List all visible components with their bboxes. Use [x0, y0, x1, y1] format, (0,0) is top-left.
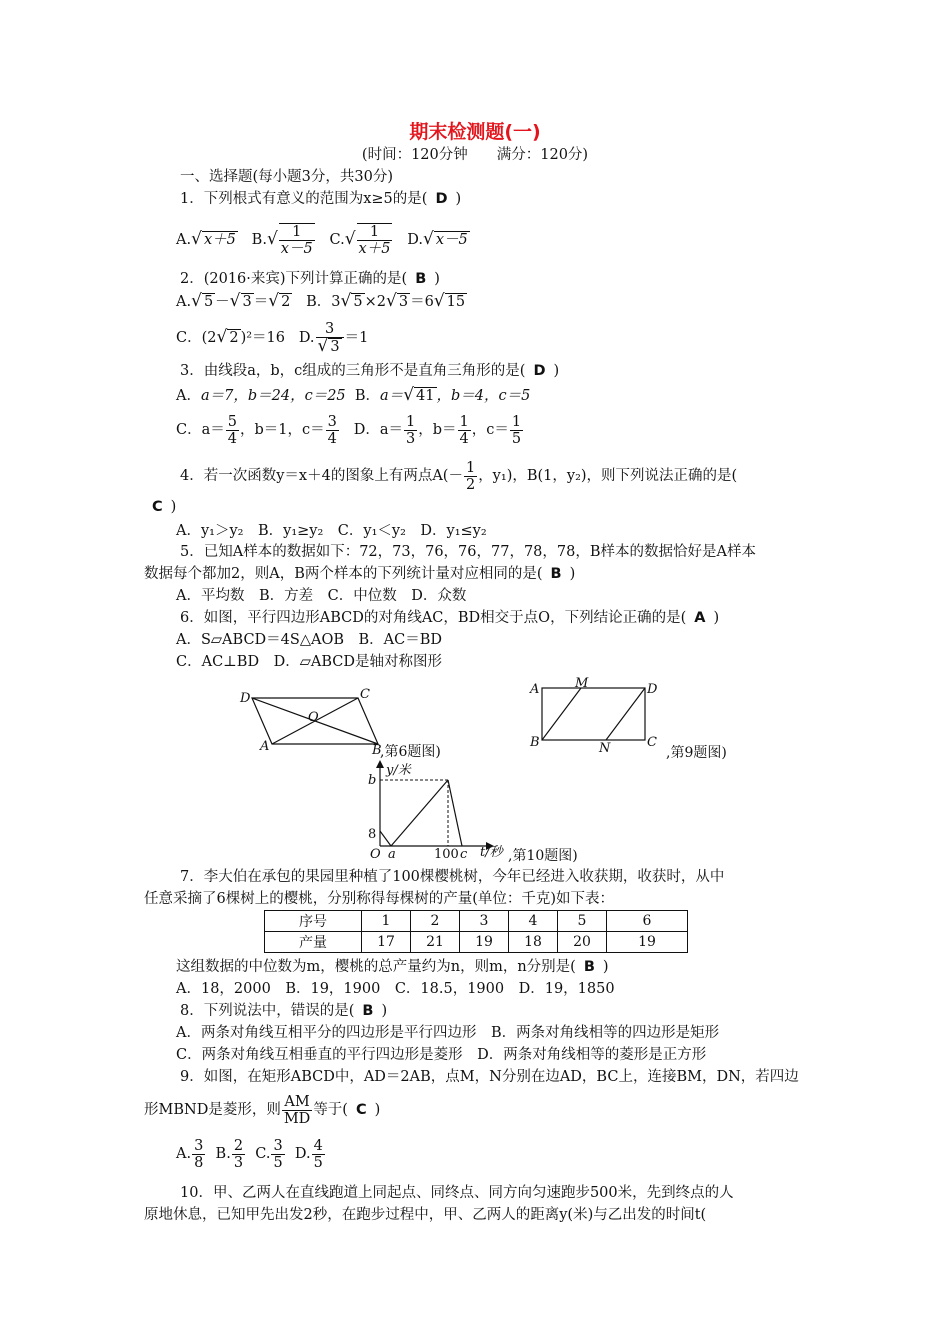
question-5-line-2: 数据每个都加2，则A，B两个样本的下列统计量对应相同的是( B ) [144, 566, 576, 582]
fig9-label-a: A [530, 682, 540, 697]
fig9-label-n: N [599, 741, 611, 756]
answer-8: B [362, 1003, 374, 1019]
fig10-caption: ,第10题图) [508, 848, 578, 864]
fig10-label-c: c [460, 847, 468, 862]
table-row [265, 932, 688, 953]
table-cell: 19 [460, 932, 509, 953]
question-7-line-2: 任意采摘了6棵树上的樱桃，分别称得每棵树的产量(单位：千克)如下表： [144, 891, 615, 907]
yield-table [264, 910, 688, 953]
question-10-line-2: 原地休息，已知甲先出发2秒，在跑步过程中，甲、乙两人的距离y(米)与乙出发的时间t( [144, 1207, 707, 1223]
section-heading: 一、选择题(每小题3分，共30分) [180, 169, 393, 185]
figure-10-graph [362, 760, 622, 868]
fig10-label-o: O [370, 847, 381, 862]
question-7-line-1: 7．李大伯在承包的果园里种植了100棵樱桃树，今年已经进入收获期，收获时，从中 [180, 869, 725, 885]
question-10-line-1: 10．甲、乙两人在直线跑道上同起点、同终点、同方向匀速跑步500米，先到终点的人 [180, 1185, 734, 1201]
question-4-options: A．y₁＞y₂ B．y₁≥y₂ C．y₁＜y₂ D．y₁≤y₂ [176, 523, 487, 539]
answer-2: B [415, 271, 427, 287]
question-5-line-1: 5．已知A样本的数据如下：72，73，76，76，77，78，78，B样本的数据恰好是A样本 [180, 544, 756, 560]
fig6-label-a: A [260, 739, 270, 754]
table-cell: 5 [558, 911, 607, 932]
answer-1: D [435, 191, 448, 207]
answer-3: D [533, 363, 546, 379]
question-8-stem: 8．下列说法中，错误的是( B ) [180, 1003, 388, 1019]
table-cell: 18 [509, 932, 558, 953]
table-cell: 2 [411, 911, 460, 932]
fig10-axis-t: t/秒 [480, 845, 503, 860]
fig9-label-d: D [647, 682, 658, 697]
figure-9-rectangle [525, 676, 775, 764]
question-4-answer-line: C ) [144, 498, 176, 516]
fig6-label-c: C [360, 687, 370, 702]
table-cell: 19 [607, 932, 688, 953]
figure-6-parallelogram [230, 684, 480, 764]
question-1-options: A.√ x＋5 B.√ $\frac{1}{x-5}$ C.√ $\frac{1}{x+5}$ D.√ x－5 [176, 224, 468, 257]
answer-5: B [550, 566, 562, 582]
question-9-options: A. $\frac{3}{8}$ B. $\frac{2}{3}$ C. $\frac{3}{5}$ D. $\frac{4}{5}$ [176, 1137, 323, 1171]
question-8-options-ab: A．两条对角线互相平分的四边形是平行四边形 B．两条对角线相等的四边形是矩形 [176, 1025, 720, 1041]
question-4-stem: 4．若一次函数y＝x＋4的图象上有两点A(－ $\frac{1}{2}$ ，y₁)，B(1，y₂)，则下列说法正确的是( [180, 459, 738, 493]
question-2-options-cd: C．(2√ 2 )²＝16 D. $\frac{3}{√ 3}$ ＝1 [176, 321, 369, 356]
table-header-cell: 产量 [265, 932, 362, 953]
fig6-label-o: O [308, 710, 319, 725]
question-9-line-2: 形MBND是菱形，则 $\frac{AM}{MD}$ 等于( C ) [144, 1093, 381, 1127]
answer-7: B [583, 959, 595, 975]
fig9-label-c: C [647, 735, 657, 750]
fig10-axis-y: y/米 [386, 763, 411, 778]
question-6-options-cd: C．AC⊥BD D．▱ABCD是轴对称图形 [176, 654, 442, 670]
table-cell: 17 [362, 932, 411, 953]
question-7-options: A．18，2000 B．19，1900 C．18.5，1900 D．19，1850 [176, 981, 615, 997]
question-5-options: A．平均数 B．方差 C．中位数 D．众数 [176, 588, 467, 604]
page-title: 期末检测题(一) [409, 121, 541, 143]
question-6-options-ab: A．S▱ABCD＝4S△AOB B．AC＝BD [176, 632, 442, 648]
question-9-line-1: 9．如图，在矩形ABCD中，AD＝2AB，点M，N分别在边AD，BC上，连接BM，DN，若四边 [180, 1069, 799, 1085]
fig10-label-8: 8 [368, 827, 377, 842]
answer-9: C [355, 1102, 367, 1118]
fig10-label-b: b [368, 773, 377, 788]
table-cell: 4 [509, 911, 558, 932]
fig6-label-b: B [372, 743, 382, 758]
table-cell: 20 [558, 932, 607, 953]
table-row [265, 911, 688, 932]
fig9-label-m: M [575, 676, 589, 691]
answer-6: A [694, 610, 706, 626]
table-cell: 1 [362, 911, 411, 932]
table-cell: 21 [411, 932, 460, 953]
fig10-label-100: 100 [434, 847, 459, 862]
fig10-label-a: a [388, 847, 396, 862]
table-header-cell: 序号 [265, 911, 362, 932]
fig9-label-b: B [530, 735, 540, 750]
fig6-caption: ,第6题图) [380, 744, 441, 760]
question-3-options-ab: A．a＝7，b＝24，c＝25 B．a＝√ 41 ，b＝4，c＝5 [176, 385, 531, 405]
question-3-stem: 3．由线段a，b，c组成的三角形不是直角三角形的是( D ) [180, 363, 560, 379]
question-8-options-cd: C．两条对角线互相垂直的平行四边形是菱形 D．两条对角线相等的菱形是正方形 [176, 1047, 707, 1063]
question-3-options-cd: C．a＝ $\frac{5}{4}$ ，b＝1，c＝ $\frac{3}{4}$ D．a＝ $\frac{1}{3}$ ，b＝ $\frac{1}{4}$ ，c＝ $\frac{1}{5}$ [176, 413, 522, 447]
fig6-label-d: D [240, 691, 251, 706]
table-cell: 6 [607, 911, 688, 932]
question-6-stem: 6．如图，平行四边形ABCD的对角线AC，BD相交于点O，下列结论正确的是( A ) [180, 610, 720, 626]
table-cell: 3 [460, 911, 509, 932]
fig9-caption: ,第9题图) [666, 745, 727, 761]
answer-4: C [152, 499, 163, 515]
exam-info: (时间：120分钟 满分：120分) [361, 147, 589, 163]
question-7-line-3: 这组数据的中位数为m，樱桃的总产量约为n，则m，n分别是( B ) [176, 959, 609, 975]
question-1-stem: 1．下列根式有意义的范围为x≥5的是( D ) [180, 191, 462, 207]
question-2-stem: 2．(2016·来宾)下列计算正确的是( B ) [180, 271, 440, 287]
question-2-options-ab: A.√ 5 －√ 3 ＝√ 2 B．3√ 5 ×2√ 3 ＝6√ 15 [176, 291, 466, 311]
